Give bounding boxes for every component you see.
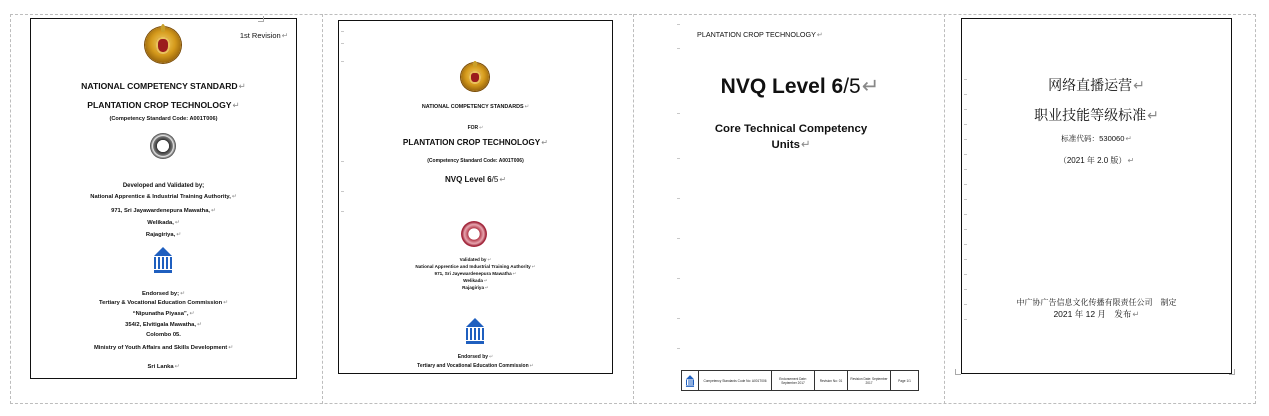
page-thumbnail-4[interactable] <box>961 18 1232 374</box>
page-thumbnail-2[interactable] <box>338 20 613 374</box>
address-line-1: 971, Sri Jayewardenepura Mawatha <box>434 271 512 276</box>
address-line-2: Welikada, <box>147 220 174 226</box>
page-thumbnail-3[interactable] <box>675 18 925 385</box>
column-divider <box>944 14 945 404</box>
program-title: PLANTATION CROP TECHNOLOGY <box>402 138 541 147</box>
address-line-2: Welikada <box>463 278 483 283</box>
revision-label: 1st Revision <box>239 31 281 40</box>
commission-name: Tertiary & Vocational Education Commission <box>98 300 223 306</box>
margin-mark <box>258 16 264 22</box>
nvq-level: NVQ Level 6 <box>444 175 492 184</box>
publish-date: 2021 年 12 月 发布 <box>1053 309 1132 319</box>
standard-title: NATIONAL COMPETENCY STANDARD <box>81 81 238 91</box>
commission-name: Tertiary and Vocational Education Commission <box>417 363 529 369</box>
address-line-3: Rajagiriya <box>462 285 485 290</box>
nvq-level: NVQ Level 6 <box>720 75 844 98</box>
footer-page-number: Page 1/1 <box>898 378 911 383</box>
street-address: 354/2, Elvitigala Mawatha, <box>125 322 197 328</box>
validated-by-label: Validated by <box>459 257 487 262</box>
column-divider <box>322 14 323 404</box>
tvec-logo-icon <box>153 247 173 275</box>
naita-logo-icon <box>150 133 176 159</box>
footer-code: Competency Standards Code No: A001T006 <box>699 371 772 390</box>
authority-name: National Apprentice and Industrial Training Authority <box>415 264 531 269</box>
margin-mark <box>1229 369 1235 375</box>
page-footer-table <box>681 370 919 391</box>
core-units-title-line2: Units <box>771 139 800 151</box>
publisher-name: 中广协广告信息文化传播有限责任公司 制定 <box>1016 298 1177 307</box>
tvec-logo-icon <box>686 375 694 387</box>
footer-revision-date: Revision Date: September 2017 <box>848 371 891 390</box>
standard-code: (Competency Standard Code: A001T006) <box>109 116 218 122</box>
column-divider <box>633 14 634 404</box>
document-subtitle: 职业技能等级标准 <box>1034 107 1147 123</box>
sri-lanka-emblem-icon <box>145 27 181 63</box>
footer-endorsement: Endorsement Date: September 2017 <box>772 371 815 390</box>
ministry-name: Ministry of Youth Affairs and Skills Development <box>93 345 228 351</box>
header-title: PLANTATION CROP TECHNOLOGY <box>697 30 816 39</box>
page-thumbnail-1[interactable] <box>30 18 297 379</box>
building-name: “Nipunatha Piyasa”, <box>132 311 189 317</box>
naita-logo-icon <box>461 221 487 247</box>
address-line-1: 971, Sri Jayawardenepura Mawatha, <box>111 208 211 214</box>
endorsed-by-label: Endorsed by; <box>142 291 180 297</box>
program-title: PLANTATION CROP TECHNOLOGY <box>87 100 232 110</box>
standards-title: NATIONAL COMPETENCY STANDARDS <box>421 104 524 110</box>
nvq-level-suffix: /5 <box>843 75 861 98</box>
city-line: Colombo 05. <box>146 332 181 338</box>
tvec-logo-icon <box>465 318 485 346</box>
sri-lanka-emblem-icon <box>461 63 489 91</box>
margin-mark <box>955 369 961 375</box>
standard-code: 标准代码：530060 <box>1061 134 1125 143</box>
document-title: 网络直播运营 <box>1048 77 1133 93</box>
nvq-level-suffix: /5 <box>491 175 499 184</box>
footer-revision-no: Revision No: 01 <box>815 371 848 390</box>
country-name: Sri Lanka <box>147 364 174 370</box>
edition-label: （2021 年 2.0 版） <box>1058 156 1127 165</box>
authority-name: National Apprentice & Industrial Training Authority, <box>90 194 231 200</box>
core-units-title: Core Technical Competency <box>714 123 868 135</box>
standard-code: (Competency Standard Code: A001T006) <box>427 158 524 164</box>
endorsed-by-label: Endorsed by <box>457 354 489 360</box>
developed-by-label: Developed and Validated by; <box>122 183 205 189</box>
for-label: FOR <box>467 125 479 131</box>
address-line-3: Rajagiriya, <box>145 232 176 238</box>
